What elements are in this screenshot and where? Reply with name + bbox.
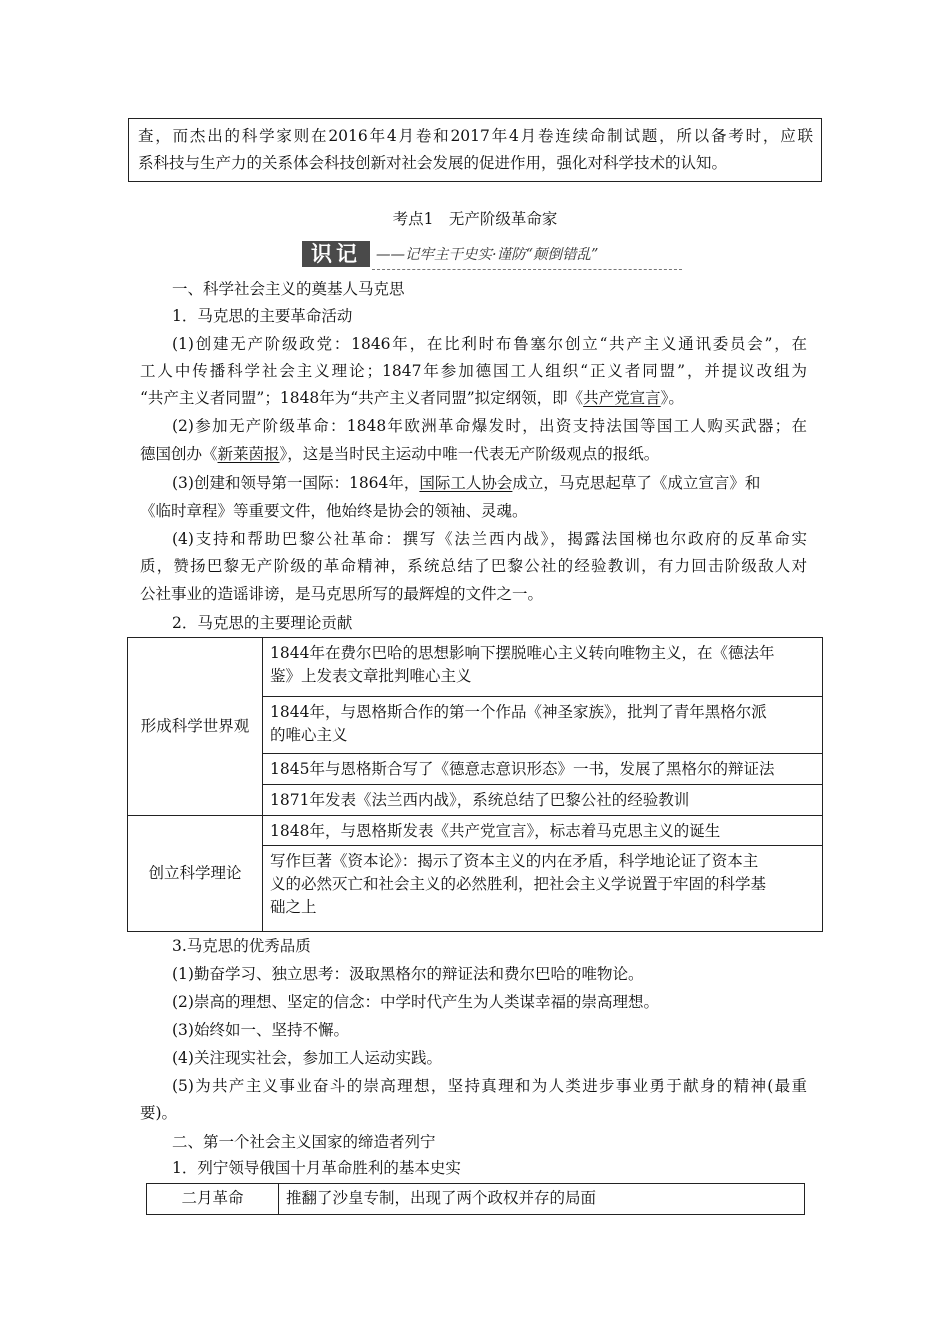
p4-line-2: 质，赞扬巴黎无产阶级的革命精神，系统总结了巴黎公社的经验教训，有力回击阶级敌人对	[140, 557, 807, 575]
p4-line-1: (4)支持和帮助巴黎公社革命：撰写《法兰西内战》，揭露法国梯也尔政府的反革命实	[172, 530, 807, 548]
table-row	[128, 816, 823, 846]
quality-1: (1)勤奋学习、独立思考：汲取黑格尔的辩证法和费尔巴哈的唯物论。	[172, 965, 644, 983]
p1-line-3: “共产主义者同盟”；1848年为“共产主义者同盟”拟定纲领，即《共产党宣言》。	[140, 389, 684, 407]
subheading-qualities: 3.马克思的优秀品质	[172, 937, 311, 955]
p2-line-1: (2)参加无产阶级革命：1848年欧洲革命爆发时，出资支持法国等国工人购买武器；在	[172, 417, 807, 435]
table-cell: 写作巨著《资本论》：揭示了资本主义的内在矛盾，科学地论证了资本主 义的必然灭亡和社会主义的必然胜利，把社会主义学说置于牢固的科学基 础之上	[263, 846, 823, 932]
intro-line-2: 系科技与生产力的关系体会科技创新对社会发展的促进作用，强化对科学技术的认知。	[138, 154, 728, 172]
quality-3: (3)始终如一、坚持不懈。	[172, 1021, 349, 1039]
table-cell: 1845年与恩格斯合写了《德意志意识形态》一书，发展了黑格尔的辩证法	[263, 754, 823, 785]
banner-dashed-rule	[372, 269, 682, 270]
p3-line-1: (3)创建和领导第一国际：1864年，国际工人协会成立，马克思起草了《成立宣言》和	[172, 474, 761, 492]
subheading-october-revolution: 1．列宁领导俄国十月革命胜利的基本史实	[172, 1159, 461, 1177]
p1-line-2: 工人中传播科学社会主义理论；1847年参加德国工人组织“正义者同盟”，并提议改组为	[140, 362, 807, 380]
intro-line-1: 查，而杰出的科学家则在2016年4月卷和2017年4月卷连续命制试题，所以备考时，应联	[138, 127, 813, 145]
quality-2: (2)崇高的理想、坚定的信念：中学时代产生为人类谋幸福的崇高理想。	[172, 993, 659, 1011]
underlined-term: 共产党宣言	[583, 389, 661, 407]
row-head-february: 二月革命	[147, 1184, 279, 1215]
table-cell: 1844年，与恩格斯合作的第一个作品《神圣家族》，批判了青年黑格尔派 的唯心主义	[263, 697, 823, 754]
underlined-term: 国际工人协会	[419, 474, 513, 492]
group-head-worldview: 形成科学世界观	[128, 638, 263, 816]
table-cell: 1848年，与恩格斯发表《共产党宣言》，标志着马克思主义的诞生	[263, 816, 823, 846]
subheading-activities: 1．马克思的主要革命活动	[172, 307, 353, 325]
memorize-banner	[302, 241, 682, 267]
underlined-term: 新莱茵报	[217, 445, 280, 463]
heading-lenin: 二、第一个社会主义国家的缔造者列宁	[172, 1133, 436, 1151]
p3-line-2: 《临时章程》等重要文件，他始终是协会的领袖、灵魂。	[140, 502, 528, 520]
quality-5-line-2: 要)。	[140, 1104, 178, 1122]
p1-line-1: (1)创建无产阶级政党：1846年，在比利时布鲁塞尔创立“共产主义通讯委员会”，在	[172, 335, 807, 353]
table-row	[147, 1184, 805, 1215]
contributions-table	[127, 637, 823, 932]
table-row	[128, 638, 823, 697]
p4-line-3: 公社事业的造谣诽谤，是马克思所写的最辉煌的文件之一。	[140, 585, 544, 603]
table-cell: 1871年发表《法兰西内战》，系统总结了巴黎公社的经验教训	[263, 785, 823, 816]
intro-note-box	[128, 118, 822, 182]
heading-marx: 一、科学社会主义的奠基人马克思	[172, 280, 405, 298]
section-title: 考点1 无产阶级革命家	[392, 210, 558, 228]
quality-4: (4)关注现实社会，参加工人运动实践。	[172, 1049, 442, 1067]
banner-text: ——记牢主干史实·谨防“颠倒错乱”	[376, 247, 599, 263]
table-cell: 推翻了沙皇专制，出现了两个政权并存的局面	[279, 1184, 805, 1215]
subheading-contributions: 2．马克思的主要理论贡献	[172, 614, 353, 632]
lenin-table	[146, 1183, 805, 1215]
group-head-theory: 创立科学理论	[128, 816, 263, 932]
quality-5-line-1: (5)为共产主义事业奋斗的崇高理想，坚持真理和为人类进步事业勇于献身的精神(最重	[172, 1077, 807, 1095]
table-cell: 1844年在费尔巴哈的思想影响下摆脱唯心主义转向唯物主义，在《德法年 鉴》上发表文章批判唯心主义	[263, 638, 823, 697]
banner-label: 识记	[302, 241, 370, 267]
p2-line-2: 德国创办《新莱茵报》，这是当时民主运动中唯一代表无产阶级观点的报纸。	[140, 445, 660, 463]
